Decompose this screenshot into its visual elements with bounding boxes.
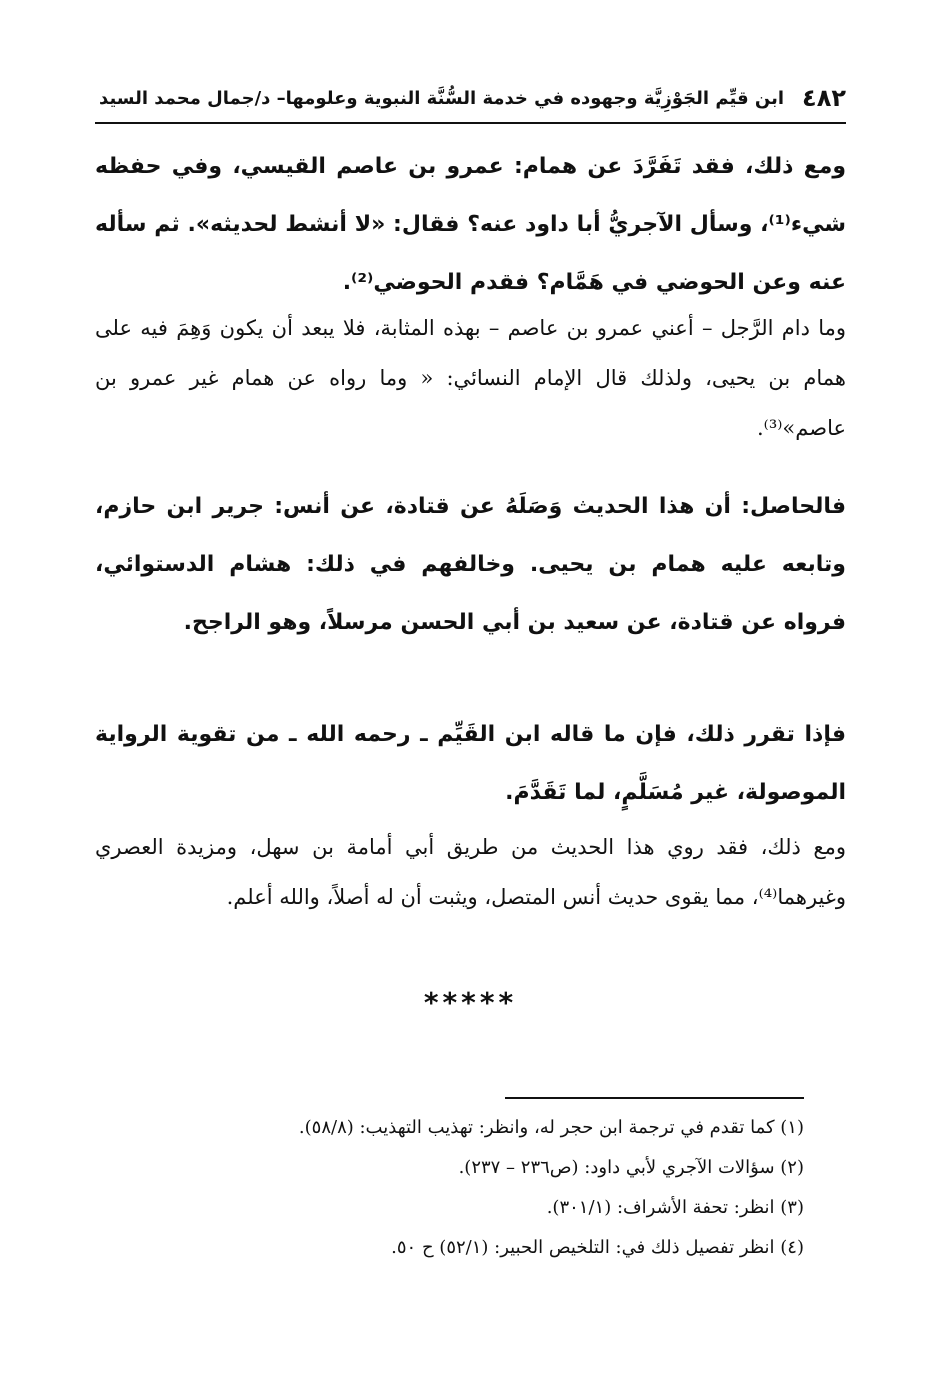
footnotes xyxy=(95,1108,804,1268)
running-header xyxy=(95,82,846,124)
footnote-4: (٤) انظر تفصيل ذلك في: التلخيص الحبير: (٥٢/١) ح ٥٠. xyxy=(391,1237,804,1258)
footnote-1: (١) كما تقدم في ترجمة ابن حجر له، وانظر: تهذيب التهذيب: (٥٨/٨). xyxy=(298,1117,804,1138)
paragraph-3: فالحاصل: أن هذا الحديث وَصَلَهُ عن قتادة، عن أنس: جرير ابن حازم، وتابعه عليه همام بن يحيى. وخالفهم في ذلك: هشام الدستوائي، فرواه عن قتادة، عن سعيد بن أبي الحسن مرسلاً، وهو الراجح. xyxy=(95,494,846,635)
section-separator: ***** xyxy=(423,986,518,1019)
book-title: ابن قيِّم الجَوْزِيَّة وجهوده في خدمة السُّنَّة النبوية وعلومها– د/جمال محمد السيد xyxy=(99,88,784,109)
footnote-3: (٣) انظر: تحفة الأشراف: (٣٠١/١). xyxy=(546,1197,804,1218)
paragraph-1: ومع ذلك، فقد تَفَرَّدَ عن همام: عمرو بن عاصم القيسي، وفي حفظه شيء⁽¹⁾، وسأل الآجريُّ أبا داود عنه؟ فقال: «لا أنشط لحديثه». ثم سأله عنه وعن الحوضي في هَمَّام؟ فقدم الحوضي⁽²⁾. xyxy=(95,154,846,295)
paragraph-5: ومع ذلك، فقد روي هذا الحديث من طريق أبي أمامة بن سهل، ومزيدة العصري وغيرهما⁽⁴⁾، مما يقوى حديث أنس المتصل، ويثبت أن له أصلاً، والله أعلم. xyxy=(95,835,846,909)
paragraph-4: فإذا تقرر ذلك، فإن ما قاله ابن القَيِّم ـ رحمه الله ـ من تقوية الرواية الموصولة، غير مُسَلَّمٍ، لما تَقَدَّمَ. xyxy=(95,722,846,805)
paragraph-2: وما دام الرَّجل – أعني عمرو بن عاصم – بهذه المثابة، فلا يبعد أن يكون وَهِمَ فيه على همام بن يحيى، ولذلك قال الإمام النسائي: « وما رواه عن همام غير عمرو بن عاصم»⁽³⁾. xyxy=(95,316,846,440)
footnote-divider xyxy=(505,1097,804,1099)
footnote-2: (٢) سؤالات الآجري لأبي داود: (ص٢٣٦ – ٢٣٧). xyxy=(458,1157,804,1178)
page-number: ٤٨٢ xyxy=(802,84,846,112)
